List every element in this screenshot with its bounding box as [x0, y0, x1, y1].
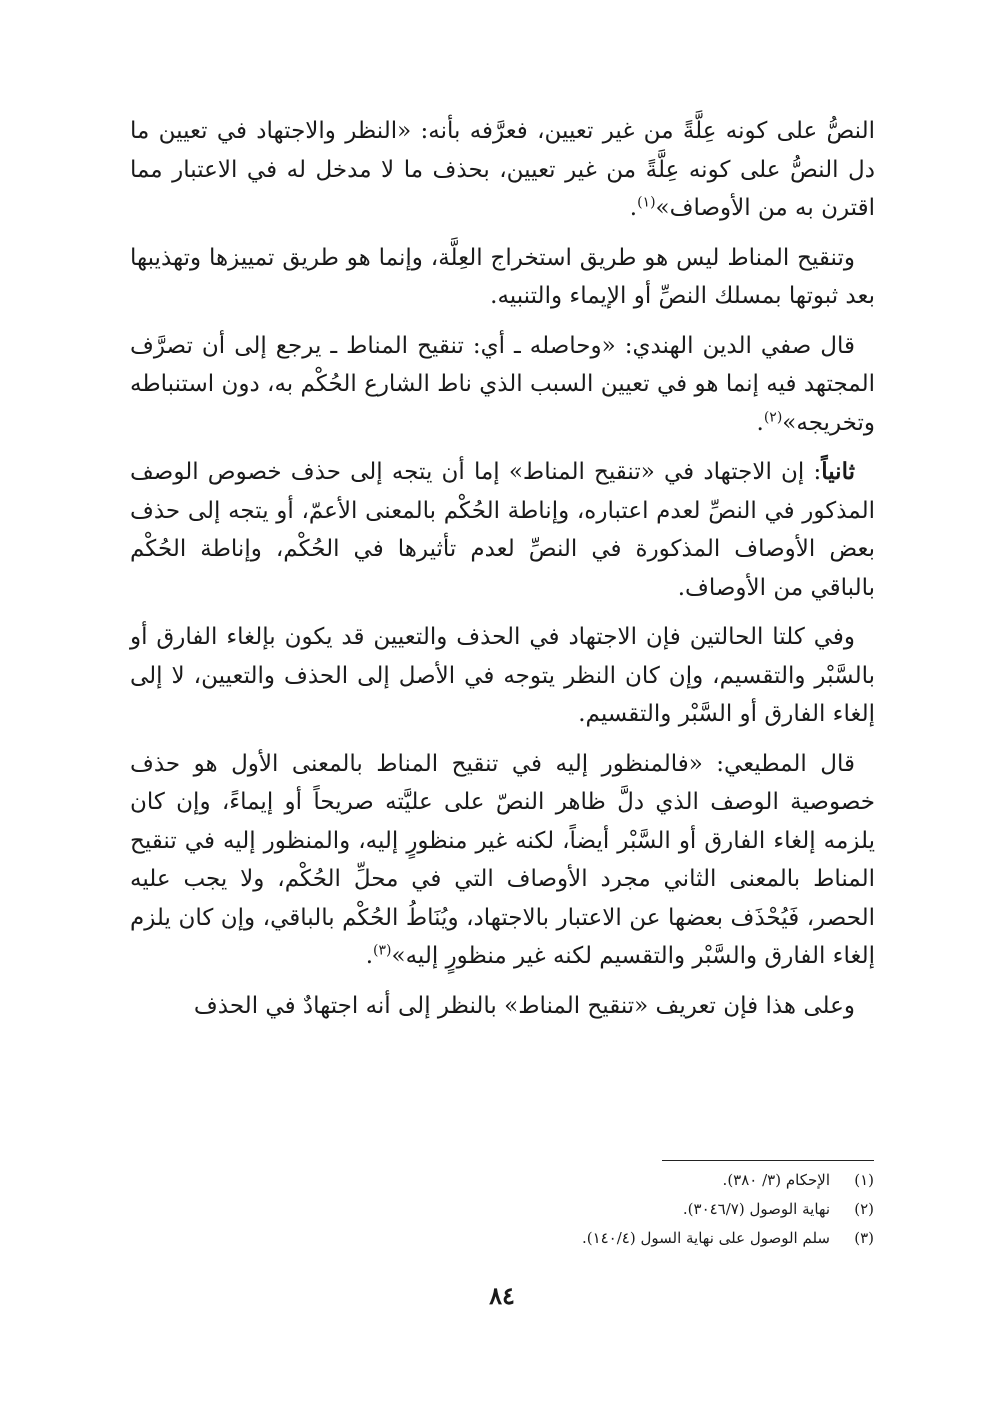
footnote-ref-1[interactable]: (١)	[637, 194, 656, 211]
footnote-number: (١)	[854, 1171, 874, 1189]
footnote-ref-3[interactable]: (٣)	[373, 942, 392, 959]
footnote-number: (٢)	[854, 1200, 874, 1218]
footnote-number: (٣)	[854, 1229, 874, 1247]
paragraph-5: وفي كلتا الحالتين فإن الاجتهاد في الحذف والتعيين قد يكون بإلغاء الفارق أو بالسَّبْر والتقسيم، وإن كان النظر يتوجه في الأصل إلى الحذف والتعيين، لا إلى إلغاء الفارق أو السَّبْر والتقسيم.	[130, 624, 875, 727]
footnote-ref-2[interactable]: (٢)	[763, 408, 783, 425]
footnotes	[129, 1166, 874, 1253]
footnote-3	[129, 1224, 874, 1253]
footnote-2	[129, 1195, 874, 1224]
paragraph-4: ثانياً: إن الاجتهاد في «تنقيح المناط» إما أن يتجه إلى حذف خصوص الوصف المذكور في النصِّ لعدم اعتباره، وإناطة الحُكْم بالمعنى الأعمّ، أو يتجه إلى حذف بعض الأوصاف المذكورة في النصِّ لعدم تأثيرها في الحُكْم، وإناطة الحُكْم بالباقي من الأوصاف.	[130, 458, 875, 601]
footnote-text: الإحكام (٣/ ٣٨٠).	[722, 1171, 830, 1189]
footnote-text: نهاية الوصول (٣٠٤٦/٧).	[682, 1200, 830, 1218]
paragraph-3: قال صفي الدين الهندي: «وحاصله ـ أي: تنقيح المناط ـ يرجع إلى أن تصرَّف المجتهد فيه إنما هو في تعيين السبب الذي ناط الشارع الحُكْم به، دون استنباطه وتخريجه»$^{(٢)}$.	[130, 332, 875, 436]
page-number: ٨٤	[489, 1281, 515, 1310]
paragraph-2: وتنقيح المناط ليس هو طريق استخراج العِلَّة، وإنما هو طريق تمييزها وتهذيبها بعد ثبوتها بمسلك النصِّ أو الإيماء والتنبيه.	[130, 244, 875, 309]
footnote-1	[129, 1166, 874, 1195]
footnote-divider	[662, 1160, 874, 1161]
section-lead: ثانياً	[821, 458, 855, 485]
paragraph-7: وعلى هذا فإن تعريف «تنقيح المناط» بالنظر إلى أنه اجتهادٌ في الحذف	[193, 992, 855, 1019]
main-text	[130, 112, 875, 1036]
footnote-text: سلم الوصول على نهاية السول (١٤٠/٤).	[581, 1229, 830, 1247]
paragraph-1: النصُّ على كونه عِلَّةً من غير تعيين، فعرَّفه بأنه: «النظر والاجتهاد في تعيين ما دل النصُّ على كونه عِلَّةً من غير تعيين، بحذف ما لا مدخل له في الاعتبار مما اقترن به من الأوصاف»$^{(١)}$.	[130, 118, 875, 221]
paragraph-6: قال المطيعي: «فالمنظور إليه في تنقيح المناط بالمعنى الأول هو حذف خصوصية الوصف الذي دلَّ ظاهر النصّ على عليَّته صريحاً أو إيماءً، وإن كان يلزمه إلغاء الفارق أو السَّبْر أيضاً، لكنه غير منظورٍ إليه، والمنظور إليه في تنقيح المناط بالمعنى الثاني مجرد الأوصاف التي في محلِّ الحُكْم، ولا يجب عليه الحصر، فَيُحْذَف بعضها عن الاعتبار بالاجتهاد، ويُنَاطُ الحُكْم بالباقي، وإن كان يلزم إلغاء الفارق والسَّبْر والتقسيم لكنه غير منظورٍ إليه»$^{(٣)}$.	[130, 750, 875, 969]
